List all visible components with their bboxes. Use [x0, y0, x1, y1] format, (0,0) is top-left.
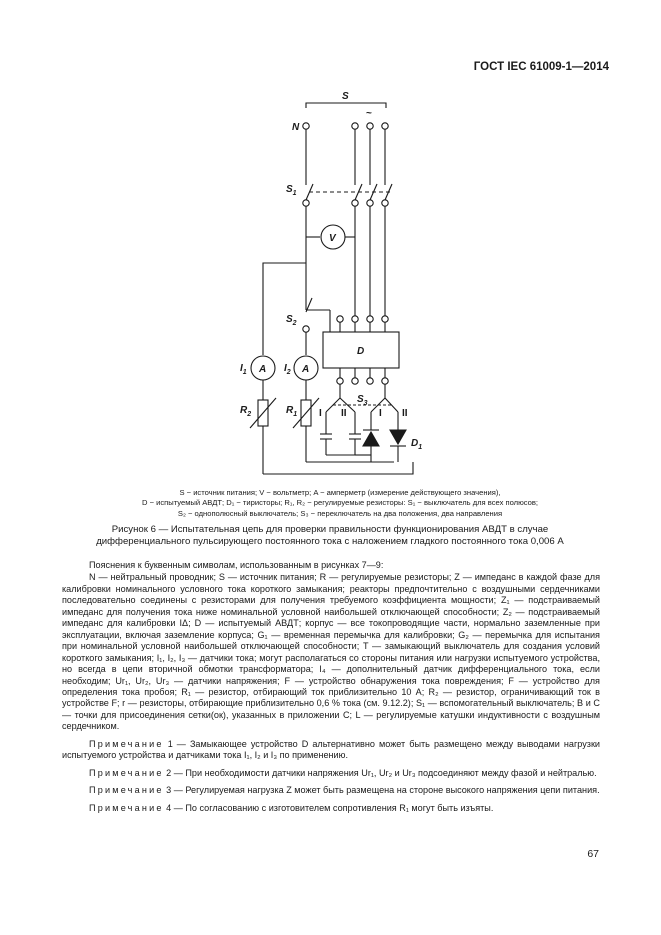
note-label: Примечание — [89, 767, 164, 778]
symbol-definitions: N — нейтральный проводник; S — источник питания; R — регулируемые резисторы; Z — импеданс в каждой фазе для калибровки номинального условного тока короткого замыкания; реакторы предпочтительно с воздушными сердечниками последовательно соединены с резисторами для получения требуемого коэффициента мощности; Z₁ — подстраиваемый импеданс для получения тока ниже номинальной условной наибольшей отключающей способности; Z₂ — подстраиваемый импеданс для калибровки IΔ; D — испытуемый АВДТ; корпус — все токопроводящие части, нормально заземленные при эксплуатации, включая заземление корпуса; G₁ — временная перемычка для калибровки; G₂ — перемычка для испытания при номинальной условной наибольшей отключающей способности; T — замыкающий выключатель для создания условий короткого замыкания; I₁, I₂, I₃ — датчики тока; могут располагаться со стороны питания или нагрузки испытуемого устройства, но всегда в цепи вторичной обмотки трансформатора; I₄ — дополнительный датчик дифференциального тока, если необходим; Ur₁, Ur₂, Ur₃ — датчики напряжения; F — устройство обнаружения тока повреждения; F — устройство для определения тока пробоя; R₁ — резистор, отбирающий ток приблизительно 10 А; R₂ — резистор, ограничивающий ток в устройстве F; r — резисторы, отбирающие приблизительно 0,6 % тока (см. 9.12.2); S₁ — вспомогательный выключатель; B и C — точки для присоединения сетки(ок), указанных в приложении C; L — регулируемые катушки индуктивности с воздушным сердечником. — [62, 572, 600, 732]
caption-line: Рисунок 6 — Испытательная цепь для проверки правильности функционирования АВДТ в случае — [111, 524, 549, 535]
label-neutral: N — [292, 122, 300, 133]
label-r1: $R_1$ — [286, 405, 298, 418]
note-label: Примечание — [89, 802, 164, 813]
legend-line: D − испытуемый АВДТ; D₁ − тиристоры; R₁, R₂ − регулируемые резисторы: S₁ − выключатель для всех полюсов; — [141, 498, 539, 508]
label-ammeter-2: A — [302, 364, 310, 375]
page-number: 67 — [587, 848, 599, 860]
label-pos-two-b: II — [402, 408, 408, 419]
note-text: Замыкающее устройство D альтернативно может быть размещено между выводами нагрузки испытуемого устройства и датчиками тока I₁, I₂ и I₃ по применению. — [62, 738, 600, 761]
thyristor-2 — [390, 430, 406, 444]
note-2: Примечание 2 — При необходимости датчики напряжения Ur₁, Ur₂ и Ur₃ подсоединяют между фазой и нейтралью. — [89, 767, 597, 778]
standard-code: ГОСТ IEC 61009-1—2014 — [473, 61, 609, 73]
terminal-l3-in — [382, 123, 388, 129]
thyristor-1 — [363, 432, 379, 446]
note-number: 4 — [166, 802, 172, 813]
label-voltmeter: V — [329, 233, 336, 244]
note-text: Регулируемая нагрузка Z может быть размещена на стороне высокого напряжения цепи питания. — [185, 785, 600, 796]
legend-line: S − источник питания; V − вольтметр; A − амперметр (измерение действующего значения), — [179, 488, 501, 497]
terminal-l2-in — [367, 123, 373, 129]
label-i1: $I_1$ — [240, 363, 247, 376]
terminal-n-in — [303, 123, 309, 129]
label-s1: $S_1$ — [286, 184, 297, 197]
note-number: 3 — [166, 785, 172, 796]
legend-line: S₂ − однополюсный выключатель; S₃ − переключатель на два положения, два направления — [177, 508, 503, 518]
explanations — [62, 560, 600, 814]
note-4: Примечание 4 — По согласованию с изготовителем сопротивления R₁ могут быть изъяты. — [89, 802, 494, 813]
terminal-l1-in — [352, 123, 358, 129]
note-text: При необходимости датчики напряжения Ur₁, Ur₂ и Ur₃ подсоединяют между фазой и нейтралью. — [185, 767, 597, 778]
note-label: Примечание — [89, 785, 164, 796]
caption-line: дифференциального пульсирующего постоянного тока с наложением гладкого постоянного тока 0,006 А — [96, 536, 564, 548]
diagram-legend — [60, 488, 620, 519]
label-pos-one-a: I — [319, 408, 322, 419]
label-source: S — [342, 91, 349, 102]
note-label: Примечание — [89, 738, 164, 749]
label-i2: $I_2$ — [284, 363, 291, 376]
note-1: Примечание 1 — Замыкающее устройство D альтернативно может быть размещено между выводами нагрузки испытуемого устройства и датчиками тока I₁, I₂ и I₃ по применению. — [62, 738, 600, 761]
label-r2: $R_2$ — [240, 405, 252, 418]
explanations-intro: Пояснения к буквенным символам, использованным в рисунках 7—9: — [89, 560, 384, 570]
label-pos-one-b: I — [379, 408, 382, 419]
note-3: Примечание 3 — Регулируемая нагрузка Z может быть размещена на стороне высокого напряжения цепи питания. — [89, 785, 600, 796]
note-text: По согласованию с изготовителем сопротивления R₁ могут быть изъяты. — [185, 802, 494, 813]
figure-caption — [62, 524, 598, 549]
label-device: D — [357, 346, 365, 357]
note-number: 1 — [167, 738, 173, 749]
label-s2: $S_2$ — [286, 314, 297, 327]
label-ac: ~ — [366, 108, 372, 119]
source-bracket — [306, 103, 386, 108]
label-pos-two-a: II — [341, 408, 347, 419]
note-number: 2 — [166, 767, 172, 778]
label-d1: $D_1$ — [411, 438, 423, 451]
label-s3: $S_3$ — [357, 394, 368, 407]
label-ammeter-1: A — [259, 364, 267, 375]
